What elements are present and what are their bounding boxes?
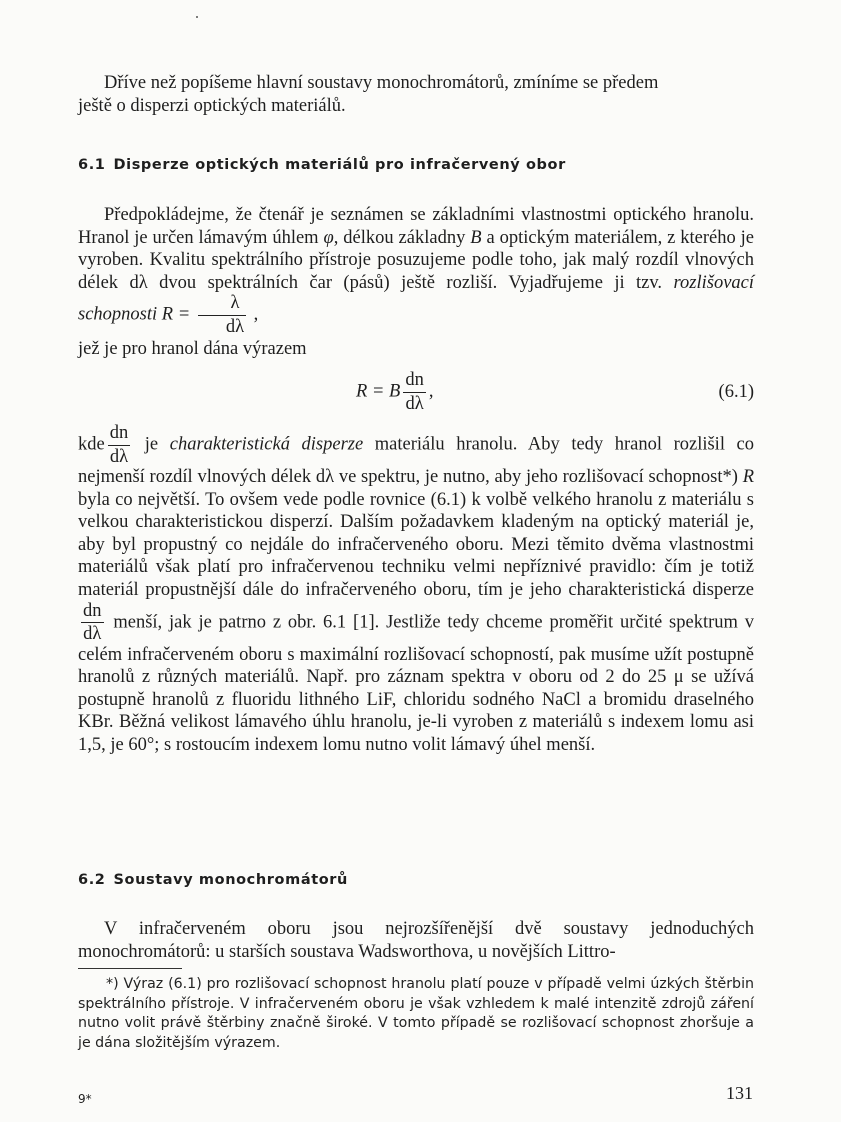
section-number: 6.2 <box>78 872 106 888</box>
paragraph-resolving-power <box>78 204 754 361</box>
footnote <box>78 975 754 1053</box>
paragraph-monochromators <box>78 918 754 963</box>
equation-label: (6.1) <box>718 382 754 402</box>
fraction-dn-over-dlambda: $\frac{dn}{d\lambda}$ <box>109 423 129 467</box>
paragraph-text: V infračerveném oboru jsou nejrozšířenější dvě soustavy jednoduchých monochromátorů: u starších soustava Wadsworthova, u novějších Littro- <box>78 919 754 962</box>
paragraph-text: kde $\frac{dn}{d\lambda}$ je charakteristická disperze materiálu hranolu. Aby tedy hranol rozlišil co nejmenší rozdíl vlnových délek dλ ve spektru, je nutno, aby jeho rozlišovací schopnost*) R byla co největší. To ovšem vede podle rovnice (6.1) k volbě velkého hranolu z materiálu s velkou charakteristickou disperzí. Dalším požadavkem kladeným na optický materiál je, aby byl propustný co nejdále do infračerveného oboru. Mezi těmito dvěma vlastnostmi materiálů však platí pro infračervenou techniku velmi nepříznivé pravidlo: čím je totiž materiál propustnější dále do infračerveného oboru, tím je jeho charakteristická disperze $\frac{dn}{d\lambda}$ menší, jak je patrno z obr. 6.1 [1]. Jestliže tedy chceme proměřit určité spektrum v celém infračerveném oboru s maximální rozlišovací schopností, pak musíme užít postupně hranolů z různých materiálů. Např. pro záznam spektra v oboru od 2 do 25 μ se užívá postupně hranolů z fluoridu lithného LiF, chloridu sodného NaCl a bromidu draselného KBr. Běžná velikost lámavého úhlu hranolu, je-li vyroben z materiálů s indexem lomu asi 1,5, je 60°; s rostoucím indexem lomu nutno volit lámavý úhel menší. <box>78 423 754 755</box>
equation-expression: R = B $\frac{dn}{d\lambda}$ , <box>356 370 434 414</box>
equation-6-1 <box>78 367 754 417</box>
speck <box>196 16 198 18</box>
term-characteristic-dispersion: charakteristická disperze <box>169 434 364 455</box>
paragraph-text: Předpokládejme, že čtenář je seznámen se základními vlastnostmi optického hranolu. Hranol je určen lámavým úhlem φ, délkou základny B a optickým materiálem, z kterého je vyroben. Kvalitu spektrálního přístroje posuzujeme podle toho, jak malý rozdíl vlnových délek dλ dvou spektrálních čar (pásů) ještě rozliší. Vyjadřujeme ji tzv. rozlišovací schopnosti R = $\frac{\lambda}{d\lambda}$ , <box>78 205 755 337</box>
paragraph-text-end: jež je pro hranol dána výrazem <box>78 339 307 360</box>
intro-line-1: Dříve než popíšeme hlavní soustavy monochromátorů, zmíníme se předem <box>104 73 659 93</box>
section-title: Disperze optických materiálů pro infračervený obor <box>113 157 566 173</box>
section-heading-6-1 <box>78 157 566 173</box>
term-resolving-power: rozlišovací schopnosti <box>78 272 755 325</box>
section-heading-6-2 <box>78 872 348 888</box>
intro-paragraph <box>78 72 754 117</box>
fraction-lambda-over-dlambda: $\frac{\lambda}{d\lambda}$ <box>198 294 246 336</box>
footnote-text: *) Výraz (6.1) pro rozlišovací schopnost hranolu platí pouze v případě velmi úzkých štěrbin spektrálního přístroje. V infračerveném oboru je však vzhledem k malé intenzitě zdrojů záření nutno volit právě štěrbiny značně široké. V tomto případě se rozlišovací schopnost zhoršuje a je dána složitějším výrazem. <box>78 976 754 1051</box>
paragraph-dispersion <box>78 424 754 757</box>
section-title: Soustavy monochromátorů <box>113 872 348 888</box>
intro-line-2: ještě o disperzi optických materiálů. <box>78 95 346 116</box>
section-number: 6.1 <box>78 157 106 173</box>
page-number: 131 <box>726 1083 753 1103</box>
fraction-dn-over-dlambda-2: $\frac{dn}{d\lambda}$ <box>83 600 102 645</box>
signature-mark: 9* <box>78 1092 92 1106</box>
footnote-rule <box>78 968 182 969</box>
